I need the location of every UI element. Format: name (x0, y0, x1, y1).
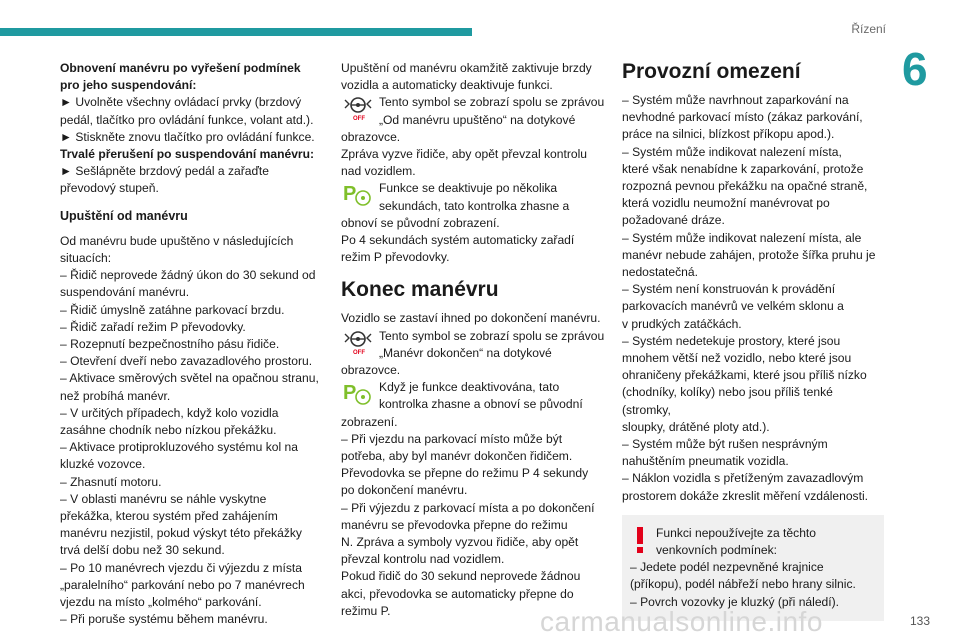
text-line: po dokončení manévru. (341, 483, 468, 498)
text-line: – Systém může být rušen nesprávným (622, 437, 828, 452)
steering-off-icon (341, 328, 375, 360)
text-line: – Řidič neprovede žádný úkon do 30 sekund od (60, 268, 316, 283)
text-line: – Aktivace protiprokluzového systému kol na (60, 440, 298, 455)
text-line: akci, převodovka se automaticky přepne do (341, 586, 574, 601)
chapter-number: 6 (902, 43, 928, 95)
text-line: nad vozidlem. (341, 164, 416, 179)
text-line: potřeba, aby byl manévr dokončen řidičem. (341, 449, 573, 464)
text-line: nevhodné parkovací místo (zákaz parkování, (622, 110, 863, 125)
text-line: sekundách, tato kontrolka zhasne a (379, 198, 570, 213)
text-line: – V oblasti manévru se náhle vyskytne (60, 491, 267, 506)
watermark: carmanualsonline.info (540, 606, 823, 637)
limitations-list (622, 92, 884, 505)
text-line: mnohem větší než vozidlo, nebo které jsou (622, 351, 852, 366)
svg-text:P: P (343, 382, 357, 405)
text-line: obrazovce. (341, 363, 401, 378)
text-line: venkovních podmínek: (656, 543, 778, 558)
text-line: – Otevření dveří nebo zavazadlového prostoru. (60, 354, 313, 369)
text-line: Převodovka se přepne do režimu P 4 sekundy (341, 466, 589, 481)
col1-intro (60, 60, 322, 198)
text-line: trvá delší dobu než 30 sekund. (60, 543, 225, 558)
text-line: (chodníky, kolíky) nebo jsou příliš tenké (stromky, (622, 385, 833, 417)
park-assist-icon (341, 180, 375, 212)
aborted-message-block (341, 94, 605, 128)
end-intro: Vozidlo se zastaví ihned po dokončení manévru. (341, 311, 601, 326)
text-line: práce na silnici, blízkost příkopu apod.). (622, 127, 835, 142)
deactivate-block (341, 180, 605, 214)
steering-off-icon (341, 94, 375, 126)
text-line: převzal kontrolu nad vozidlem. (341, 552, 505, 567)
column-2 (341, 60, 605, 620)
text-line: vozidla a automaticky deaktivuje funkci. (341, 78, 553, 93)
heading-limitations: Provozní omezení (622, 60, 801, 83)
text-line: Upuštění od manévru okamžitě zaktivuje brzdy (341, 61, 592, 75)
text-line: – Systém není konstruován k provádění (622, 282, 836, 297)
text-line: režim P převodovky. (341, 250, 450, 265)
text-line: které však nenabídne k zaparkování, protože (622, 161, 864, 176)
text-line: která vozidlu neumožní manévrovat po (622, 196, 830, 211)
text-line: (příkopu), podél nábřeží nebo hrany silnic. (630, 577, 856, 592)
col1-cancel-list (60, 233, 322, 629)
text-line: – Povrch vozovky je kluzký (při náledí). (630, 594, 840, 609)
text-line: v prudkých zatáčkách. (622, 316, 742, 331)
text-line: – Řidič zařadí režim P převodovky. (60, 319, 246, 334)
text-line: vjezdu na místo „kolmého“ parkování. (60, 595, 262, 610)
text-line: situacích: (60, 251, 112, 266)
warning-exclamation-icon (630, 525, 652, 555)
text-line: „Manévr dokončen“ na dotykové (379, 345, 552, 360)
text-line: – Po 10 manévrech vjezdu či výjezdu z místa (60, 560, 302, 575)
text-line: sloupky, drátěné ploty atd.). (622, 419, 770, 434)
text-line: – Řidič úmyslně zatáhne parkovací brzdu. (60, 302, 285, 317)
text-line: Pokud řidič do 30 sekund neprovede žádnou (341, 569, 581, 584)
column-1 (60, 60, 322, 629)
text-line: – Zhasnutí motoru. (60, 474, 162, 489)
section-title: Řízení (851, 22, 886, 36)
text-line: „paralelního“ parkování nebo po 7 manévrech (60, 577, 305, 592)
svg-text:P: P (343, 183, 357, 206)
text-line: pedál, tlačítko pro ovládání funkce, volant atd.). (60, 112, 314, 127)
text-line: suspendování manévru. (60, 285, 190, 300)
text-line: prostorem dokáže zkreslit měření vzdálenosti. (622, 488, 869, 503)
text-line: režimu P. (341, 603, 391, 618)
text-line: ► Stiskněte znovu tlačítko pro ovládání funkce. (60, 129, 315, 144)
text-line: – Při vjezdu na parkovací místo může být (341, 431, 563, 446)
deactivated-block (341, 379, 605, 413)
text-line: zasáhne chodník nebo nízkou překážku. (60, 423, 277, 438)
text-line: požadované dráze. (622, 213, 725, 228)
column-3 (622, 60, 884, 621)
text-line: Obnovení manévru po vyřešení podmínek (60, 61, 301, 75)
text-line: Od manévru bude upuštěno v následujících (60, 233, 294, 248)
text-line: – Náklon vozidla s přetíženým zavazadlovým (622, 471, 864, 486)
text-line: nedostatečná. (622, 265, 698, 280)
text-line: převodový stupeň. (60, 181, 159, 196)
park-assist-icon (341, 379, 375, 411)
text-line: manévru se převodovka přepne do režimu (341, 517, 568, 532)
subheading-cancel: Upuštění od manévru (60, 208, 188, 223)
text-line: – Systém nedetekuje prostory, které jsou (622, 333, 841, 348)
warning-box (622, 515, 884, 621)
text-line: rozpozná pevnou překážku na opačné straně, (622, 179, 868, 194)
text-line: „Od manévru upuštěno“ na dotykové (379, 112, 576, 127)
heading-end-manoeuvre: Konec manévru (341, 278, 499, 302)
text-line: Trvalé přerušení po suspendování manévru: (60, 147, 315, 162)
text-line: parkovacích manévrů ve velkém sklonu a (622, 299, 844, 314)
text-line: manévr nebude zahájen, protože šířka pruhu je (622, 247, 876, 262)
text-line: Když je funkce deaktivována, tato (379, 380, 560, 395)
text-line: – Systém může indikovat nalezení místa, (622, 144, 842, 159)
text-line: Tento symbol se zobrazí spolu se zprávou (379, 328, 605, 343)
text-line: obrazovce. (341, 129, 401, 144)
text-line: než probíhá manévr. (60, 388, 171, 403)
text-line: Funkce se deaktivuje po několika (379, 181, 558, 196)
text-line: manévru nezjistil, pokud výskyt této překážky (60, 526, 302, 541)
text-line: – Systém může indikovat nalezení místa, ale (622, 230, 862, 245)
text-line: ohraničeny překážkami, které jsou příliš nízko (622, 368, 867, 383)
text-line: – V určitých případech, když kolo vozidla (60, 405, 279, 420)
header-accent-bar (0, 28, 472, 36)
text-line: pro jeho suspendování: (60, 78, 197, 93)
text-line: Tento symbol se zobrazí spolu se zprávou (379, 95, 605, 110)
text-line: – Jedete podél nezpevněné krajnice (630, 560, 824, 575)
text-line: Funkci nepoužívejte za těchto (656, 525, 817, 540)
text-line: ► Sešlápněte brzdový pedál a zařaďte (60, 164, 269, 179)
text-line: – Při poruše systému během manévru. (60, 612, 268, 627)
text-line: N. Zpráva a symboly vyzvou řidiče, aby opět (341, 535, 579, 550)
text-line: kluzké vozovce. (60, 457, 146, 472)
text-line: překážka, kterou systém před zahájením (60, 509, 278, 524)
text-line: Po 4 sekundách systém automaticky zařadí (341, 233, 575, 248)
page-number: 133 (909, 614, 930, 628)
text-line: – Při výjezdu z parkovací místa a po dokončení (341, 500, 595, 515)
text-line: kontrolka zhasne a obnoví se původní (379, 397, 583, 412)
text-line: obnoví se původní zobrazení. (341, 215, 500, 230)
col2-intro (341, 60, 605, 94)
text-line: nahuštěním pneumatik vozidla. (622, 454, 789, 469)
text-line: Zpráva vyzve řidiče, aby opět převzal kontrolu (341, 147, 588, 162)
text-line: – Aktivace směrových světel na opačnou stranu, (60, 371, 319, 386)
text-line: – Systém může navrhnout zaparkování na (622, 93, 849, 107)
svg-text:OFF: OFF (353, 349, 365, 356)
done-message-block (341, 328, 605, 362)
text-line: zobrazení. (341, 414, 398, 429)
svg-text:OFF: OFF (353, 116, 365, 123)
text-line: ► Uvolněte všechny ovládací prvky (brzdový (60, 95, 302, 110)
text-line: – Rozepnutí bezpečnostního pásu řidiče. (60, 337, 280, 352)
